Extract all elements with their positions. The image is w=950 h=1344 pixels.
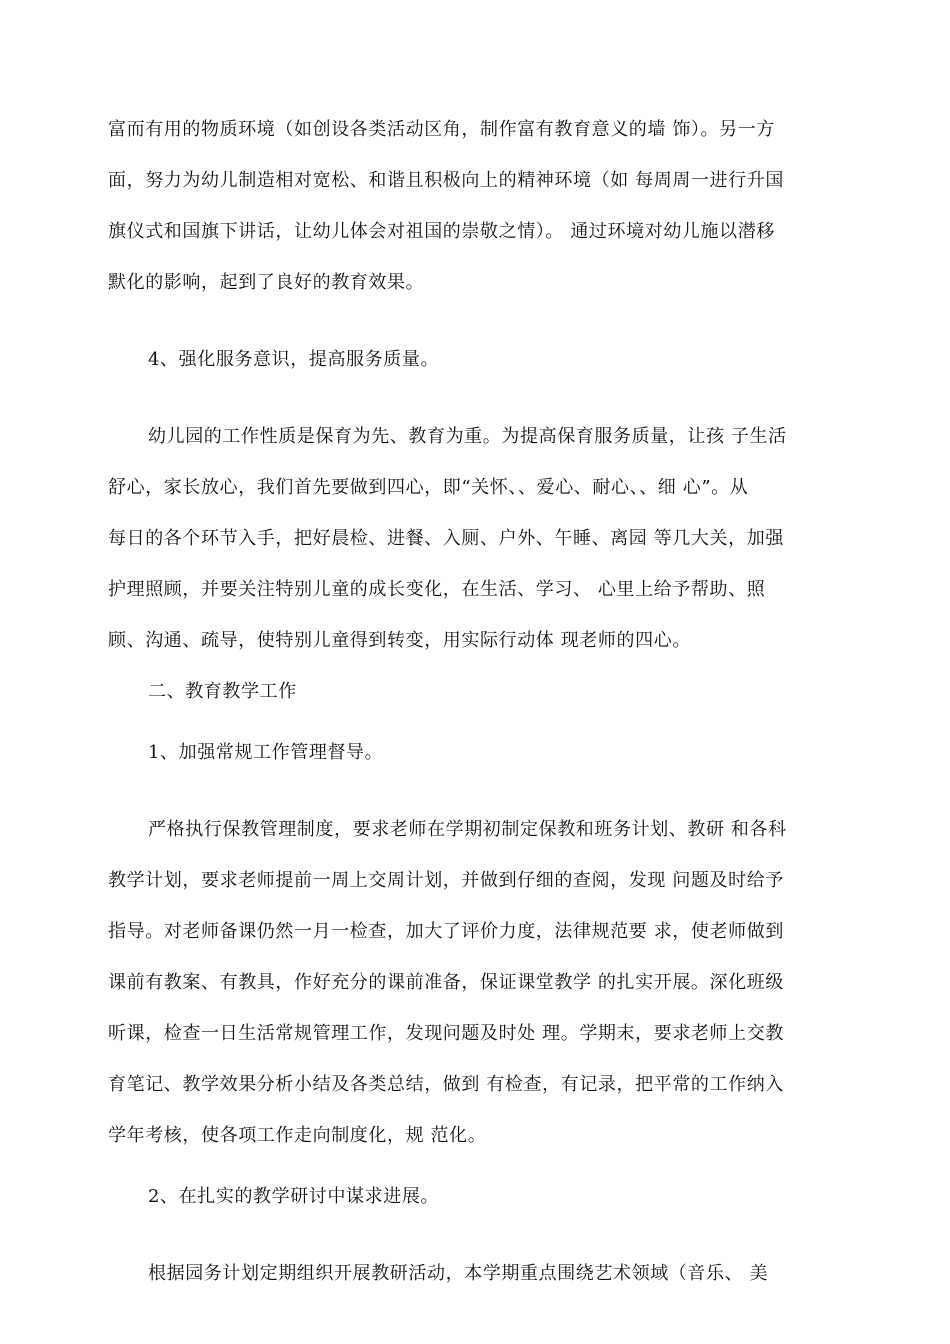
text-line: 顾、沟通、疏导，使特别儿童得到转变，用实际行动体 现老师的四心。 [108, 630, 691, 651]
section-heading-service: 4、强化服务意识，提高服务质量。 [148, 349, 440, 370]
section-heading-routine: 1、加强常规工作管理督导。 [148, 742, 384, 763]
document-page [108, 104, 858, 1299]
paragraph-service [108, 411, 858, 666]
text-line: 课前有教案、有教具，作好充分的课前准备，保证课堂教学 的扎实开展。深化班级 [108, 972, 784, 993]
text-line: 指导。对老师备课仍然一月一检查，加大了评价力度，法律规范要 求，使老师做到 [108, 921, 784, 942]
text-line: 根据园务计划定期组织开展教研活动，本学期重点围绕艺术领域（音乐、 美 [148, 1263, 769, 1284]
text-line: 幼儿园的工作性质是保育为先、教育为重。为提高保育服务质量，让孩 子生活 [148, 426, 787, 447]
text-line: 富而有用的物质环境（如创设各类活动区角，制作富有教育意义的墙 饰）。另一方 [108, 119, 775, 140]
text-line: 护理照顾，并要关注特别儿童的成长变化，在生活、学习、 心里上给予帮助、照 [108, 579, 766, 600]
paragraph-routine [108, 804, 858, 1161]
paragraph-environment [108, 104, 858, 308]
text-line: 学年考核，使各项工作走向制度化，规 范化。 [108, 1125, 487, 1146]
text-line: 育笔记、教学效果分析小结及各类总结，做到 有检查，有记录，把平常的工作纳入 [108, 1074, 784, 1095]
text-line: 严格执行保教管理制度，要求老师在学期初制定保教和班务计划、教研 和各科 [148, 819, 787, 840]
text-line: 每日的各个环节入手，把好晨检、进餐、入厕、户外、午睡、离园 等几大关，加强 [108, 528, 784, 549]
section-heading-teaching: 二、教育教学工作 [148, 681, 297, 702]
text-line: 面，努力为幼儿制造相对宽松、和谐且积极向上的精神环境（如 每周周一进行升国 [108, 170, 784, 191]
text-line: 舒心，家长放心，我们首先要做到四心，即“关怀、、爱心、耐心、、细 心”。从 [108, 477, 749, 498]
text-line: 教学计划，要求老师提前一周上交周计划，并做到仔细的查阅，发现 问题及时给予 [108, 870, 784, 891]
text-line: 默化的影响，起到了良好的教育效果。 [108, 272, 425, 293]
paragraph-research [108, 1248, 858, 1299]
text-line: 听课，检查一日生活常规管理工作，发现问题及时处 理。学期末，要求老师上交教 [108, 1023, 784, 1044]
text-line: 旗仪式和国旗下讲话，让幼儿体会对祖国的崇敬之情）。 通过环境对幼儿施以潜移 [108, 221, 775, 242]
section-heading-research: 2、在扎实的教学研讨中谋求进展。 [148, 1186, 440, 1207]
